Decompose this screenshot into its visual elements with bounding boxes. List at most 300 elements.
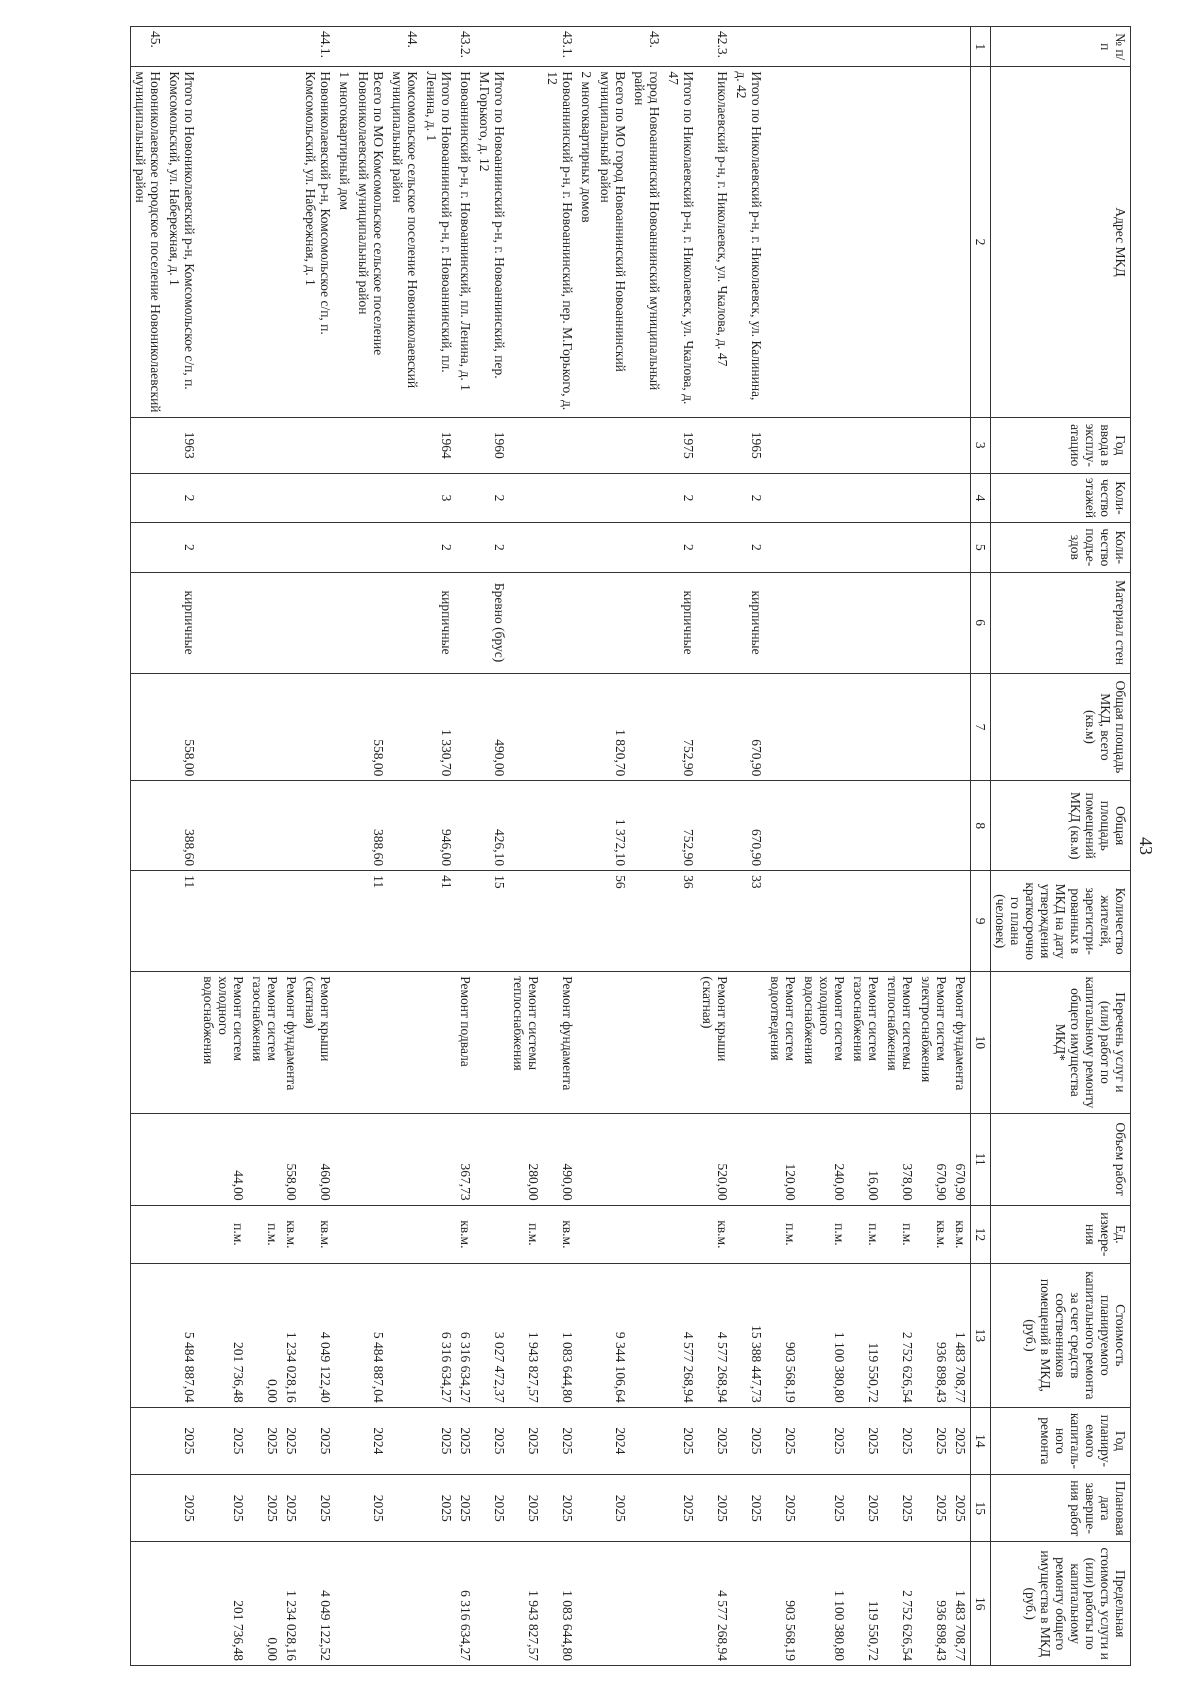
row-plan-year: 2024	[596, 1407, 630, 1474]
row-max-cost	[165, 1542, 199, 1666]
table-row	[165, 27, 199, 1666]
row-number	[475, 27, 509, 67]
row-year	[883, 417, 917, 473]
row-address: город Новоаннинский Новоаннинский муниципальный район	[630, 67, 664, 417]
table-row	[596, 27, 630, 1666]
row-address: 2 многоквартирных домов	[577, 67, 596, 417]
row-max-cost: 936 898,43	[917, 1542, 951, 1666]
table-row	[800, 27, 849, 1666]
row-number	[165, 27, 199, 67]
row-total-area	[456, 673, 475, 781]
row-max-cost: 119 550,72	[849, 1542, 883, 1666]
row-number	[732, 27, 766, 67]
row-unit: п.м.	[248, 1205, 282, 1263]
row-completion	[335, 1475, 354, 1542]
col-header-volume: Объем работ	[991, 1113, 1131, 1205]
row-entrances: 2	[422, 523, 456, 572]
row-residents: 15	[475, 871, 509, 972]
row-number	[335, 27, 354, 67]
col-header-completion: Плановая дата заверше-ния работ	[991, 1475, 1131, 1542]
row-number	[422, 27, 456, 67]
row-volume: 460,00	[301, 1113, 335, 1205]
row-total-area: 670,90	[732, 673, 766, 781]
row-wall-material	[543, 572, 577, 673]
row-floors	[577, 473, 596, 522]
row-plan-year	[577, 1407, 596, 1474]
row-address: Новониколаевское городское поселение Новониколаевский муниципальный район	[131, 67, 166, 417]
col-header-plan-year: Год планиру-емого капиталь-ного ремонта	[991, 1407, 1131, 1474]
row-plan-year: 2024	[354, 1407, 388, 1474]
row-completion: 2025	[849, 1475, 883, 1542]
column-number: 12	[971, 1205, 991, 1263]
row-year: 1964	[422, 417, 456, 473]
row-total-area: 1 330,70	[422, 673, 456, 781]
row-residents	[282, 871, 301, 972]
row-work-type	[664, 972, 698, 1113]
row-max-cost: 6 316 634,27	[456, 1542, 475, 1666]
row-address: Всего по МО город Новоаннинский Новоаннинский муниципальный район	[596, 67, 630, 417]
row-volume: 280,00	[509, 1113, 543, 1205]
table-row	[917, 27, 951, 1666]
row-max-cost: 1 483 708,77	[951, 1542, 971, 1666]
row-number	[354, 27, 388, 67]
row-wall-material	[335, 572, 354, 673]
row-unit: кв.м.	[698, 1205, 732, 1263]
row-completion	[388, 1475, 422, 1542]
col-header-floors: Коли-чество этажей	[991, 473, 1131, 522]
row-unit: кв.м.	[543, 1205, 577, 1263]
row-work-type: Ремонт фундамента	[543, 972, 577, 1113]
row-unit: кв.м.	[456, 1205, 475, 1263]
row-entrances	[301, 523, 335, 572]
row-plan-year: 2025	[282, 1407, 301, 1474]
row-total-area: 752,90	[664, 673, 698, 781]
row-volume	[664, 1113, 698, 1205]
row-work-type	[165, 972, 199, 1113]
row-volume	[388, 1113, 422, 1205]
row-entrances	[800, 523, 849, 572]
row-work-type: Ремонт крыши (скатная)	[698, 972, 732, 1113]
row-plan-year: 2025	[800, 1407, 849, 1474]
row-premises-area	[301, 781, 335, 871]
row-total-area	[248, 673, 282, 781]
row-unit: кв.м.	[282, 1205, 301, 1263]
row-floors	[630, 473, 664, 522]
column-number: 6	[971, 572, 991, 673]
row-floors	[509, 473, 543, 522]
row-volume: 378,00	[883, 1113, 917, 1205]
row-wall-material	[883, 572, 917, 673]
row-volume	[131, 1113, 166, 1205]
row-entrances: 2	[165, 523, 199, 572]
row-plan-year: 2025	[883, 1407, 917, 1474]
row-unit: кв.м.	[917, 1205, 951, 1263]
row-total-area	[917, 673, 951, 781]
row-number: 44.	[388, 27, 422, 67]
row-residents	[698, 871, 732, 972]
row-volume	[165, 1113, 199, 1205]
table-row	[354, 27, 388, 1666]
row-total-area	[883, 673, 917, 781]
row-year	[766, 417, 800, 473]
row-total-area	[630, 673, 664, 781]
row-residents: 36	[664, 871, 698, 972]
row-max-cost	[596, 1542, 630, 1666]
row-cost: 4 577 268,94	[664, 1264, 698, 1408]
row-floors	[883, 473, 917, 522]
row-unit	[354, 1205, 388, 1263]
row-volume: 670,90	[951, 1113, 971, 1205]
row-entrances	[354, 523, 388, 572]
row-max-cost	[664, 1542, 698, 1666]
row-volume: 120,00	[766, 1113, 800, 1205]
row-wall-material: кирпичные	[732, 572, 766, 673]
row-number: 44.1.	[301, 27, 335, 67]
row-floors	[917, 473, 951, 522]
row-cost: 15 388 447,73	[732, 1264, 766, 1408]
row-wall-material	[282, 572, 301, 673]
row-plan-year: 2025	[165, 1407, 199, 1474]
row-total-area	[199, 673, 248, 781]
row-work-type: Ремонт систем холодного водоснабжения	[800, 972, 849, 1113]
row-completion	[131, 1475, 166, 1542]
row-work-type: Ремонт системы теплоснабжения	[883, 972, 917, 1113]
row-premises-area	[917, 781, 951, 871]
row-number: 45.	[131, 27, 166, 67]
row-year	[698, 417, 732, 473]
row-wall-material	[354, 572, 388, 673]
row-work-type: Ремонт систем электроснабжения	[917, 972, 951, 1113]
row-unit	[664, 1205, 698, 1263]
row-completion: 2025	[199, 1475, 248, 1542]
row-completion	[630, 1475, 664, 1542]
row-floors	[543, 473, 577, 522]
col-header-total-area: Общая площадь МКД, всего (кв.м)	[991, 673, 1131, 781]
row-floors	[301, 473, 335, 522]
row-residents	[509, 871, 543, 972]
row-address	[951, 67, 971, 417]
row-max-cost: 1 083 644,80	[543, 1542, 577, 1666]
row-year	[951, 417, 971, 473]
table-row	[422, 27, 456, 1666]
row-max-cost: 1 234 028,16	[282, 1542, 301, 1666]
row-cost: 9 344 106,64	[596, 1264, 630, 1408]
row-completion: 2025	[800, 1475, 849, 1542]
row-total-area	[301, 673, 335, 781]
row-residents	[630, 871, 664, 972]
row-entrances: 2	[664, 523, 698, 572]
row-completion: 2025	[248, 1475, 282, 1542]
row-work-type: Ремонт фундамента	[282, 972, 301, 1113]
row-volume	[596, 1113, 630, 1205]
row-max-cost: 4 049 122,52	[301, 1542, 335, 1666]
row-number	[800, 27, 849, 67]
row-max-cost: 201 736,48	[199, 1542, 248, 1666]
row-wall-material	[630, 572, 664, 673]
row-floors	[456, 473, 475, 522]
row-wall-material	[577, 572, 596, 673]
row-cost: 6 316 634,27	[456, 1264, 475, 1408]
row-address: Комсомольское сельское поселение Новониколаевский муниципальный район	[388, 67, 422, 417]
row-total-area	[577, 673, 596, 781]
row-entrances	[577, 523, 596, 572]
row-cost	[335, 1264, 354, 1408]
row-entrances	[248, 523, 282, 572]
row-cost: 6 316 634,27	[422, 1264, 456, 1408]
row-entrances	[766, 523, 800, 572]
row-premises-area	[883, 781, 917, 871]
row-total-area: 490,00	[475, 673, 509, 781]
row-premises-area	[388, 781, 422, 871]
row-total-area	[388, 673, 422, 781]
row-volume	[732, 1113, 766, 1205]
row-number	[248, 27, 282, 67]
row-work-type	[131, 972, 166, 1113]
row-residents: 56	[596, 871, 630, 972]
row-work-type	[732, 972, 766, 1113]
row-unit	[577, 1205, 596, 1263]
row-floors	[282, 473, 301, 522]
row-wall-material	[951, 572, 971, 673]
row-work-type: Ремонт систем водоотведения	[766, 972, 800, 1113]
row-work-type	[422, 972, 456, 1113]
row-premises-area	[543, 781, 577, 871]
row-premises-area	[800, 781, 849, 871]
table-row	[849, 27, 883, 1666]
col-header-works-list: Перечень услуг и (или) работ по капитальному ремонту общего имущества МКД*	[991, 972, 1131, 1113]
row-premises-area: 426,10	[475, 781, 509, 871]
row-unit: кв.м.	[301, 1205, 335, 1263]
row-address: Новоаннинский р-н, г. Новоаннинский, пер. М.Горького, д. 12	[543, 67, 577, 417]
row-plan-year: 2025	[422, 1407, 456, 1474]
row-plan-year: 2025	[698, 1407, 732, 1474]
row-work-type: Ремонт фундамента	[951, 972, 971, 1113]
row-completion: 2025	[732, 1475, 766, 1542]
col-header-wall-material: Материал стен	[991, 572, 1131, 673]
row-premises-area	[509, 781, 543, 871]
row-residents	[199, 871, 248, 972]
row-year	[800, 417, 849, 473]
row-premises-area	[849, 781, 883, 871]
row-wall-material	[248, 572, 282, 673]
row-max-cost: 1 943 827,57	[509, 1542, 543, 1666]
row-floors: 2	[732, 473, 766, 522]
table-row	[301, 27, 335, 1666]
row-volume	[630, 1113, 664, 1205]
row-residents	[883, 871, 917, 972]
column-number: 15	[971, 1475, 991, 1542]
row-work-type: Ремонт крыши (скатная)	[301, 972, 335, 1113]
row-premises-area	[199, 781, 248, 871]
col-header-cost: Стоимость планируемого капитального ремонта за счет средств собственников помещений в МКД, (руб.)	[991, 1264, 1131, 1408]
row-number	[951, 27, 971, 67]
row-volume: 44,00	[199, 1113, 248, 1205]
row-total-area	[509, 673, 543, 781]
row-max-cost	[335, 1542, 354, 1666]
row-wall-material	[766, 572, 800, 673]
row-floors	[199, 473, 248, 522]
row-premises-area	[766, 781, 800, 871]
row-plan-year: 2025	[951, 1407, 971, 1474]
row-number: 43.	[630, 27, 664, 67]
row-year	[301, 417, 335, 473]
row-max-cost	[577, 1542, 596, 1666]
row-year	[335, 417, 354, 473]
row-wall-material	[131, 572, 166, 673]
row-volume	[354, 1113, 388, 1205]
row-unit: кв.м.	[951, 1205, 971, 1263]
table-row	[664, 27, 698, 1666]
row-unit: п.м.	[849, 1205, 883, 1263]
row-year	[456, 417, 475, 473]
row-unit: п.м.	[509, 1205, 543, 1263]
row-wall-material	[800, 572, 849, 673]
row-address: Итого по Новониколаевский р-н, Комсомольское с/п, п. Комсомольский, ул. Набережная, д. 1	[165, 67, 199, 417]
row-volume: 367,73	[456, 1113, 475, 1205]
row-volume: 520,00	[698, 1113, 732, 1205]
row-premises-area: 1 372,10	[596, 781, 630, 871]
row-completion: 2025	[282, 1475, 301, 1542]
row-entrances	[282, 523, 301, 572]
row-number	[883, 27, 917, 67]
row-max-cost: 4 577 268,94	[698, 1542, 732, 1666]
row-total-area	[282, 673, 301, 781]
column-number: 1	[971, 27, 991, 67]
row-wall-material: кирпичные	[422, 572, 456, 673]
row-cost: 201 736,48	[199, 1264, 248, 1408]
row-completion: 2025	[596, 1475, 630, 1542]
col-header-premises-area: Общая площадь помещений МКД (кв.м)	[991, 781, 1131, 871]
row-total-area	[951, 673, 971, 781]
table-row	[630, 27, 664, 1666]
row-year	[282, 417, 301, 473]
row-max-cost	[388, 1542, 422, 1666]
row-floors	[354, 473, 388, 522]
row-entrances	[456, 523, 475, 572]
row-completion: 2025	[883, 1475, 917, 1542]
row-completion: 2025	[301, 1475, 335, 1542]
row-address	[883, 67, 917, 417]
row-address: Всего по МО Комсомольское сельское поселение Новониколаевский муниципальный район	[354, 67, 388, 417]
row-premises-area	[282, 781, 301, 871]
row-year	[596, 417, 630, 473]
row-completion: 2025	[664, 1475, 698, 1542]
row-entrances	[951, 523, 971, 572]
page-number: 43	[1136, 837, 1156, 855]
row-work-type	[354, 972, 388, 1113]
row-cost: 1 943 827,57	[509, 1264, 543, 1408]
row-entrances	[849, 523, 883, 572]
row-residents: 11	[354, 871, 388, 972]
table-row	[951, 27, 971, 1666]
row-cost: 119 550,72	[849, 1264, 883, 1408]
row-number	[199, 27, 248, 67]
column-number: 9	[971, 871, 991, 972]
row-completion: 2025	[698, 1475, 732, 1542]
row-year	[849, 417, 883, 473]
row-unit	[165, 1205, 199, 1263]
row-number	[849, 27, 883, 67]
row-address	[199, 67, 248, 417]
row-year	[630, 417, 664, 473]
row-max-cost	[475, 1542, 509, 1666]
row-number	[917, 27, 951, 67]
row-max-cost	[422, 1542, 456, 1666]
row-completion: 2025	[165, 1475, 199, 1542]
row-premises-area: 670,90	[732, 781, 766, 871]
row-residents	[917, 871, 951, 972]
row-year	[131, 417, 166, 473]
row-entrances	[388, 523, 422, 572]
row-plan-year	[335, 1407, 354, 1474]
table-row	[698, 27, 732, 1666]
row-entrances	[596, 523, 630, 572]
row-year	[354, 417, 388, 473]
row-wall-material	[509, 572, 543, 673]
row-unit: п.м.	[199, 1205, 248, 1263]
row-volume: 16,00	[849, 1113, 883, 1205]
table-row	[282, 27, 301, 1666]
row-address: Николаевский р-н, г. Николаевск, ул. Чкалова, д. 47	[698, 67, 732, 417]
row-plan-year	[388, 1407, 422, 1474]
row-number	[282, 27, 301, 67]
row-floors	[800, 473, 849, 522]
row-year: 1975	[664, 417, 698, 473]
row-wall-material: кирпичные	[165, 572, 199, 673]
row-wall-material	[849, 572, 883, 673]
row-number	[596, 27, 630, 67]
row-cost: 1 083 644,80	[543, 1264, 577, 1408]
table-row	[199, 27, 248, 1666]
row-cost: 3 027 472,37	[475, 1264, 509, 1408]
row-address	[766, 67, 800, 417]
row-plan-year	[630, 1407, 664, 1474]
row-entrances	[917, 523, 951, 572]
row-max-cost: 0,00	[248, 1542, 282, 1666]
row-completion	[577, 1475, 596, 1542]
row-number: 43.2.	[456, 27, 475, 67]
row-address	[800, 67, 849, 417]
row-total-area	[131, 673, 166, 781]
row-volume	[248, 1113, 282, 1205]
row-completion: 2025	[422, 1475, 456, 1542]
row-work-type	[475, 972, 509, 1113]
column-number: 2	[971, 67, 991, 417]
row-number	[664, 27, 698, 67]
row-unit	[388, 1205, 422, 1263]
row-total-area	[849, 673, 883, 781]
row-residents: 33	[732, 871, 766, 972]
repair-plan-table	[130, 26, 1131, 1666]
col-header-address: Адрес МКД	[991, 67, 1131, 417]
row-address: Итого по Николаевский р-н, г. Николаевск, ул. Калинина, д. 42	[732, 67, 766, 417]
row-premises-area	[335, 781, 354, 871]
row-completion: 2025	[766, 1475, 800, 1542]
header-row	[991, 27, 1131, 1666]
row-address: Итого по Новоаннинский р-н, г. Новоаннинский, пл. Ленина, д. 1	[422, 67, 456, 417]
row-wall-material: кирпичные	[664, 572, 698, 673]
row-premises-area	[630, 781, 664, 871]
row-floors: 3	[422, 473, 456, 522]
row-residents	[335, 871, 354, 972]
row-residents: 11	[165, 871, 199, 972]
row-completion: 2025	[543, 1475, 577, 1542]
row-floors: 2	[664, 473, 698, 522]
row-floors	[849, 473, 883, 522]
row-residents: 41	[422, 871, 456, 972]
col-header-entrances: Коли-чество подъе-здов	[991, 523, 1131, 572]
row-number	[509, 27, 543, 67]
